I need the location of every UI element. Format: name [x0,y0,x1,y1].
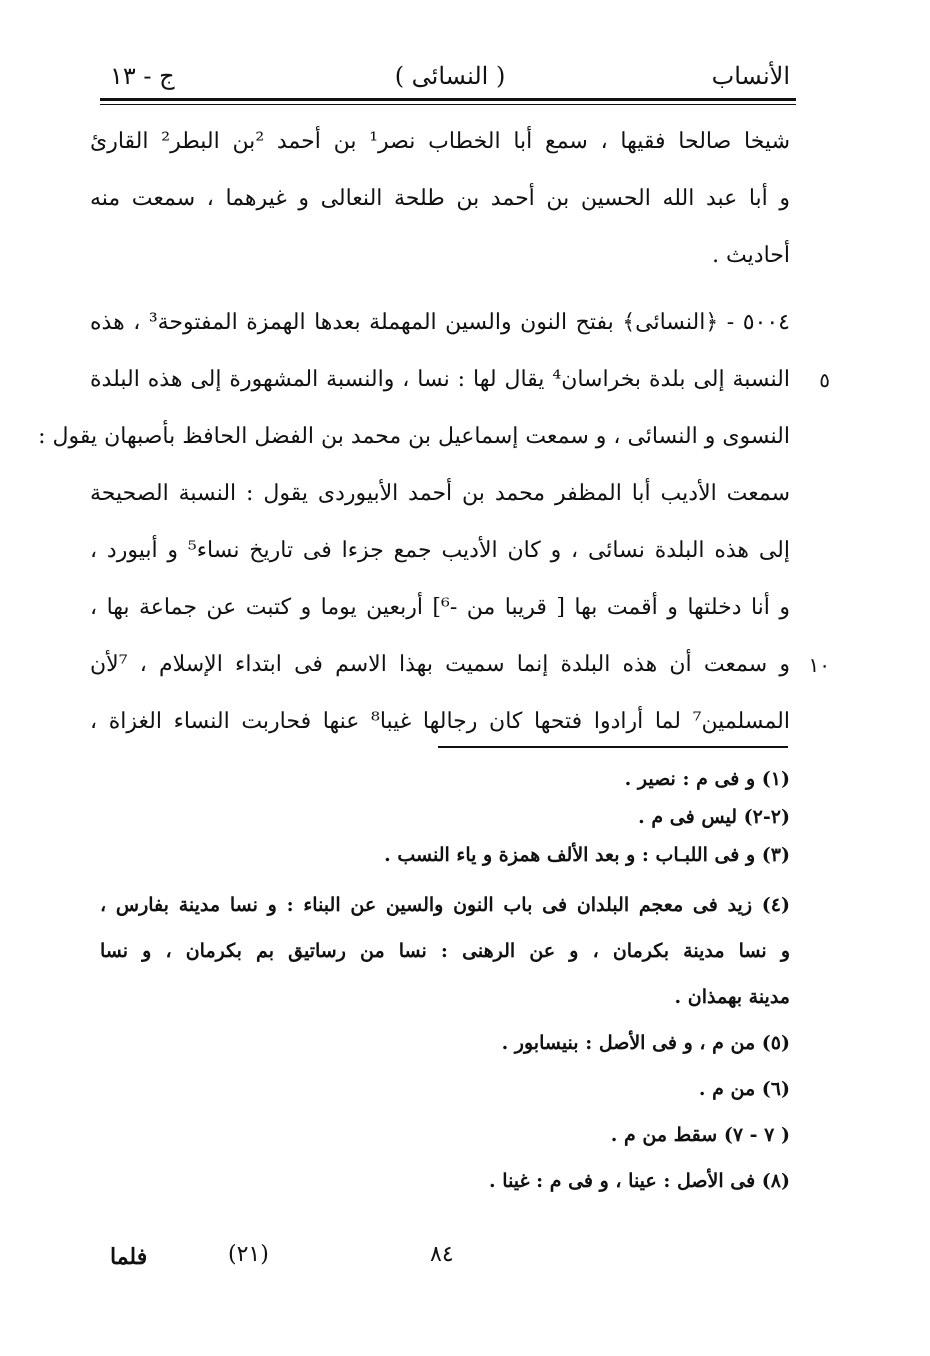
header-rule-thin [100,104,796,105]
text-line: النسوى و النسائى ، و سمعت إسماعيل بن محمد بن الفضل الحافظ بأصبهان يقول : [38,424,790,449]
footnote: (١) و فى م : نصير . [624,768,790,790]
text-line: أحاديث . [712,243,790,268]
footnote: (٣) و فى اللبـاب : و بعد الألف همزة و ياء النسب . [384,844,790,866]
line-number: ١٠ [808,653,830,677]
footnote-separator [438,746,788,748]
footnote: (٥) من م ، و فى الأصل : بنيسابور . [501,1032,790,1054]
text-line: ١٠ و سمعت أن هذه البلدة إنما سميت بهذا الاسم فى ابتداء الإسلام ، ⁷لأن [90,645,790,702]
sheet-number: (٢١) [228,1242,269,1267]
footnote: (٦) من م . [698,1078,790,1100]
footnote: (٨) فى الأصل : عينا ، و فى م : غينا . [489,1170,790,1192]
footnote-continuation: مدينة بهمذان . [674,986,790,1008]
footnote-continuation: و نسا مدينة بكرمان ، و عن الرهنى : نسا من رساتيق بم بكرمان ، و نسا [100,940,790,962]
running-header [110,56,790,100]
entry-heading-line: ٥٠٠٤ - ﴿النسائى﴾ بفتح النون والسين المهملة بعدها الهمزة المفتوحة³ ، هذه [90,310,790,335]
page-number: ٨٤ [430,1242,454,1267]
footnote: (٢-٢) ليس فى م . [638,806,790,828]
footnote: ( ٧ - ٧) سقط من م . [610,1124,790,1146]
text-line: ٥ النسبة إلى بلدة بخراسان⁴ يقال لها : نسا ، والنسبة المشهورة إلى هذه البلدة [90,360,790,417]
header-rule-thick [100,98,796,101]
text-line: و أنا دخلتها و أقمت بها [ قريبا من -⁶] أربعين يوما و كتبت عن جماعة بها ، [90,595,790,620]
page-footer [110,1240,790,1280]
header-entry-name: ( النسائى ) [394,62,506,90]
text-line: و أبا عبد الله الحسين بن أحمد بن طلحة النعالى و غيرهما ، سمعت منه [90,186,790,211]
header-volume: ج - ١٣ [110,62,175,90]
main-text [38,122,830,759]
footnotes [100,764,790,1200]
header-title: الأنساب [711,62,790,90]
line-number: ٥ [819,368,830,392]
text-line: إلى هذه البلدة نسائى ، و كان الأديب جمع جزءا فى تاريخ نساء⁵ و أبيورد ، [90,538,790,563]
text-line: المسلمين⁷ لما أرادوا فتحها كان رجالها غيبا⁸ عنها فحاربت النساء الغزاة ، [90,709,790,734]
text-line: سمعت الأديب أبا المظفر محمد بن أحمد الأبيوردى يقول : النسبة الصحيحة [90,481,790,506]
text-line: شيخا صالحا فقيها ، سمع أبا الخطاب نصر¹ بن أحمد ²بن البطر² القارئ [90,129,791,154]
catchword: فلما [110,1244,148,1270]
footnote: (٤) زيد فى معجم البلدان فى باب النون والسين عن البناء : و نسا مدينة بفارس ، [100,894,790,916]
